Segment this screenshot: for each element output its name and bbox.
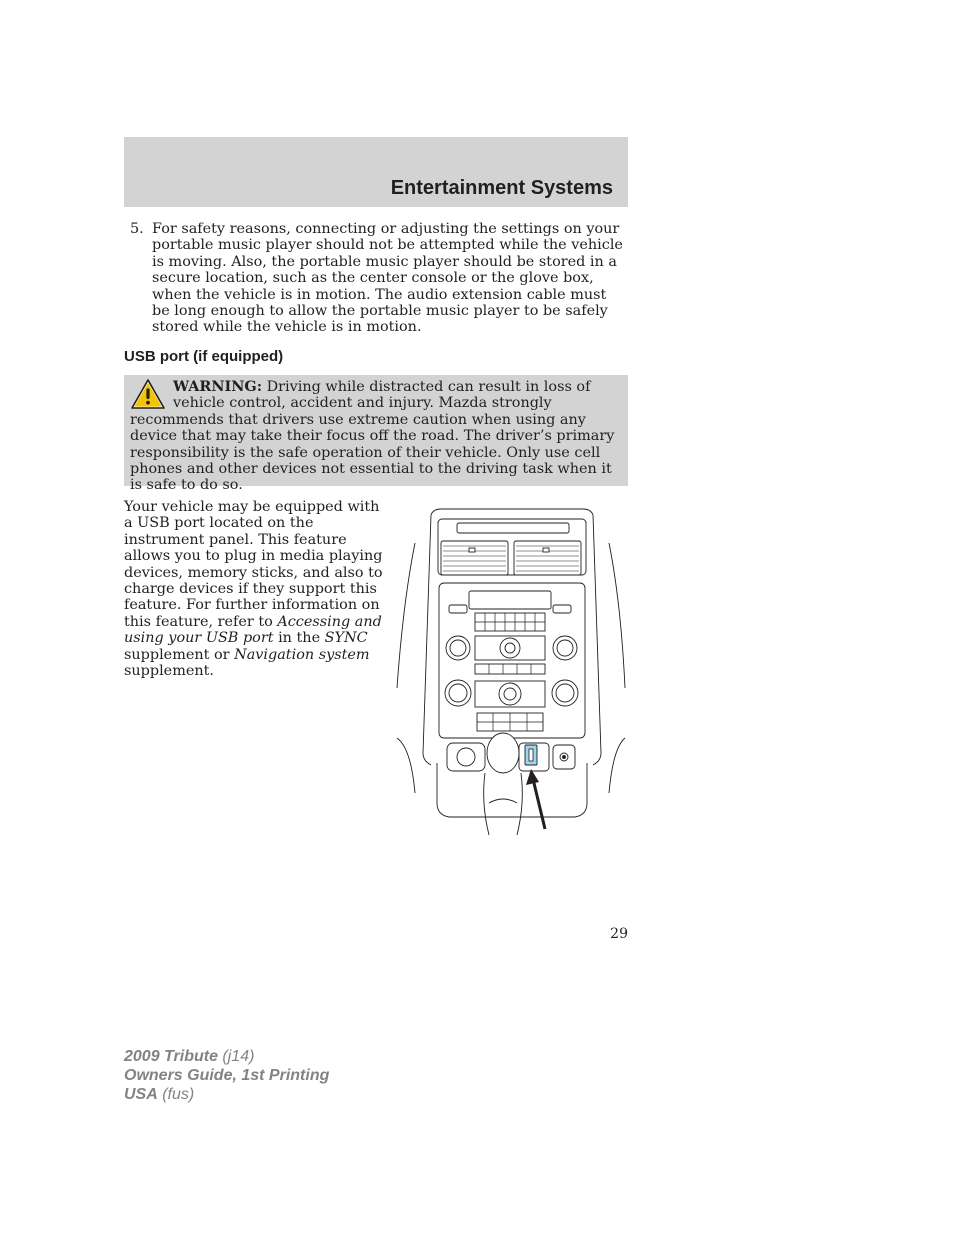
warning-text-block bbox=[130, 379, 622, 494]
usb-reference-italic: Accessing and using your USB port bbox=[124, 613, 382, 647]
center-console-usb-port-illustration bbox=[393, 503, 631, 838]
warning-label: WARNING: bbox=[173, 378, 263, 395]
paragraph-text: in the bbox=[273, 630, 325, 647]
paragraph-text: Your vehicle may be equipped with a USB port located on the instrument panel. This feature allows you to plug in media playing devices, memory sticks, and also to charge devices if they support this feature. For further information on this feature, refer to bbox=[124, 499, 383, 630]
sync-reference-italic: SYNC bbox=[324, 630, 368, 647]
list-item-number: 5. bbox=[130, 221, 144, 237]
warning-message: Driving while distracted can result in loss of vehicle control, accident and injury. Mazda strongly recommends that drivers use extreme caution when using any device that may take their focus off the road. The driver’s primary responsibility is the safe operation of their vehicle. Only use cell phones and other devices not essential to the driving task when it is safe to do so. bbox=[130, 379, 615, 494]
footer-model-code: (j14) bbox=[217, 1048, 255, 1065]
list-item-text: For safety reasons, connecting or adjusting the settings on your portable music player should not be attempted while the vehicle is moving. Also, the portable music player should be stored in a secure location, such as the center console or the glove box, when the vehicle is in motion. The audio extension cable must be long enough to allow the portable music player to be safely stored while the vehicle is in motion. bbox=[152, 221, 623, 336]
section-title: Entertainment Systems bbox=[390, 177, 613, 199]
footer-market-code: (fus) bbox=[157, 1086, 195, 1103]
navigation-reference-italic: Navigation system bbox=[234, 646, 370, 663]
paragraph-text: supplement or bbox=[124, 646, 235, 663]
usb-port-heading: USB port (if equipped) bbox=[124, 348, 284, 365]
footer-market: USA bbox=[124, 1086, 158, 1103]
footer-model: 2009 Tribute bbox=[124, 1048, 218, 1065]
page-number: 29 bbox=[610, 926, 628, 942]
footer-line-2 bbox=[124, 1066, 329, 1085]
usb-description-paragraph bbox=[124, 499, 386, 679]
footer-line-3 bbox=[124, 1085, 329, 1104]
warning-box bbox=[124, 375, 628, 494]
footer-printing: Owners Guide, 1st Printing bbox=[124, 1067, 330, 1084]
section-header-band bbox=[124, 137, 628, 207]
footer-line-1 bbox=[124, 1047, 329, 1066]
paragraph-text: supplement. bbox=[124, 663, 214, 680]
document-footer bbox=[124, 1047, 329, 1104]
